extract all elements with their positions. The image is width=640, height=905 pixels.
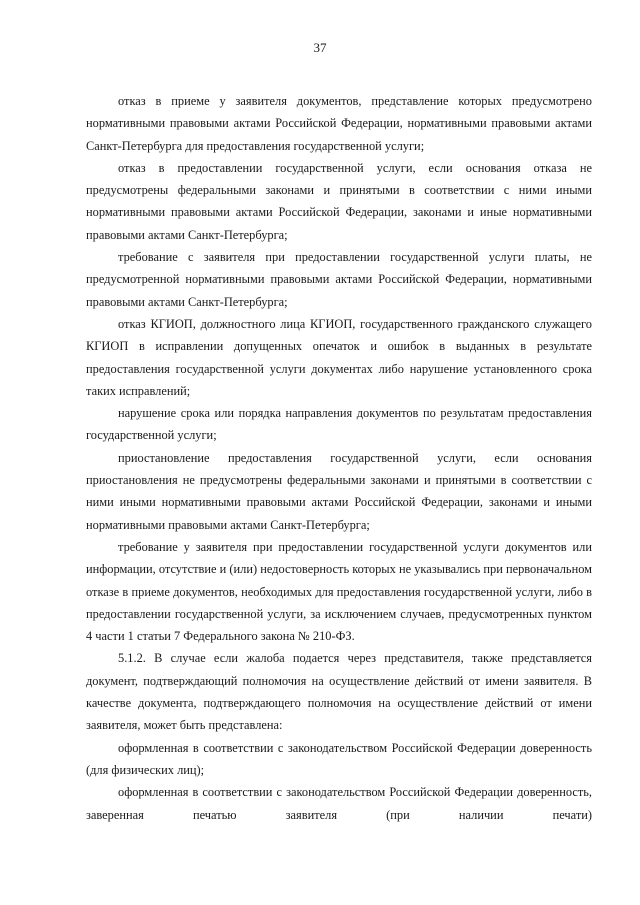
list-item-refusal-provision: отказ в предоставлении государственной услуги, если основания отказа не предусмотрены федеральными законами и принятыми в соответствии с ними иными нормативными правовыми актами Российской Федерации, законами и иные нормативными правовыми актами Санкт-Петербурга; <box>86 160 592 242</box>
list-item-power-of-attorney-individuals: оформленная в соответствии с законодательством Российской Федерации доверенность (для физических лиц); <box>86 740 592 777</box>
document-body <box>86 90 592 826</box>
page-number: 37 <box>313 40 327 55</box>
list-item-deadline-violation: нарушение срока или порядка направления документов по результатам предоставления государственной услуги; <box>86 406 592 443</box>
list-item-fee-requirement: требование с заявителя при предоставлении государственной услуги платы, не предусмотренной нормативными правовыми актами Российской Федерации, нормативными правовыми актами Санкт-Петербурга; <box>86 250 592 309</box>
list-item-correction-refusal: отказ КГИОП, должностного лица КГИОП, государственного гражданского служащего КГИОП в исправлении допущенных опечаток и ошибок в выданных в результате предоставления государственной услуги документах либо нарушение установленного срока таких исправлений; <box>86 316 592 398</box>
list-item-document-requirement: требование у заявителя при предоставлении государственной услуги документов или информации, отсутствие и (или) недостоверность которых не указывались при первоначальном отказе в приеме документов, необходимых для предоставления государственной услуги, либо в предоставлении государственной услуги, за исключением случаев, предусмотренных пунктом 4 части 1 статьи 7 Федерального закона № 210-ФЗ. <box>86 539 592 644</box>
list-item-power-of-attorney-sealed: оформленная в соответствии с законодательством Российской Федерации доверенность, заверенная печатью заявителя (при наличии печати) <box>86 785 592 822</box>
list-item-refusal-acceptance: отказ в приеме у заявителя документов, представление которых предусмотрено нормативными правовыми актами Российской Федерации, нормативными правовыми актами Санкт-Петербурга для предоставления государственной услуги; <box>86 94 592 153</box>
clause-5-1-2: 5.1.2. В случае если жалоба подается через представителя, также представляется документ, подтверждающий полномочия на осуществление действий от имени заявителя. В качестве документа, подтверждающего полномочия на осуществление действий от имени заявителя, может быть представлена: <box>86 651 592 733</box>
list-item-suspension: приостановление предоставления государственной услуги, если основания приостановления не предусмотрены федеральными законами и принятыми в соответствии с ними иными нормативными правовыми актами Российской Федерации, законами и иными нормативными правовыми актами Санкт-Петербурга; <box>86 450 592 532</box>
